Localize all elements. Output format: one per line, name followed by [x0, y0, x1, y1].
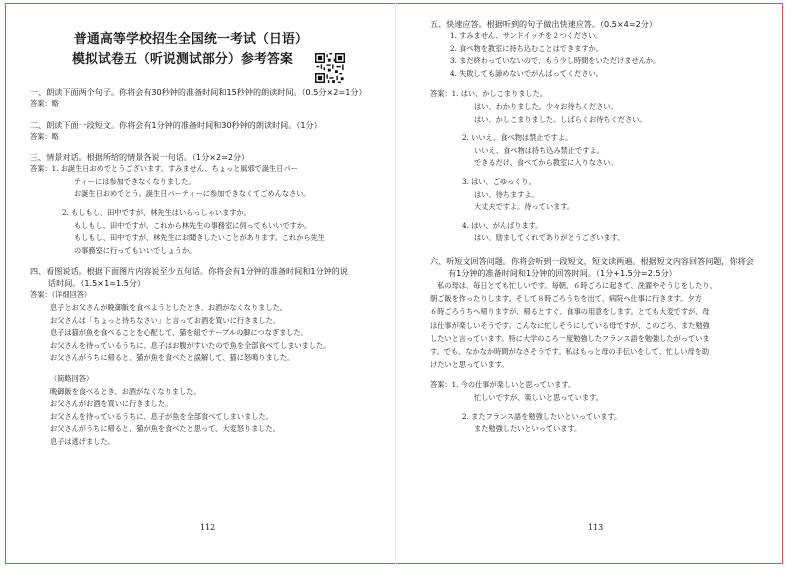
section-4-brief-label: （简略回答） [50, 373, 94, 383]
section-3-line: もしもし、田中ですが、林先生にお聞きしたいことがあります。これから先生 [74, 233, 325, 243]
section-5-question: 4. 失敗しても諦めないでがんばってください。 [450, 68, 603, 78]
section-6-answer: 答案：1. 今の仕事が楽しいと思っています。 [430, 380, 576, 390]
page-number: 113 [588, 523, 604, 532]
section-5-answer-label: 答案：1. はい、かしこまりました。 [430, 89, 547, 99]
main-title: 普通高等学校招生全国统一考试（日语） [74, 32, 308, 47]
section-5-answer: いいえ、食べ物は持ち込み禁止ですよ。 [474, 145, 604, 155]
section-4-heading-cont: 话时间。（1.5×1=1.5分） [48, 278, 146, 289]
section-3-heading: 三、情景对话。根据所给的情景各说一句话。（1分×2=2分） [30, 152, 250, 163]
section-3-line: 2. もしもし、田中ですが、林先生はいらっしゃいますか。 [62, 207, 251, 217]
section-6-heading-cont: 有1分钟的准备时间和1分钟的回答时间。（1分+1.5分=2.5分） [448, 267, 677, 278]
section-4-detail-line: お父さんがうちに帰ると、猫が魚を食べたと誤解して、猫に怒鳴りました。 [50, 353, 295, 363]
section-6-passage-line: 朝ご飯を作ったりします。そして８時ごろうちを出て、病院へ仕事に行きます。夕方 [430, 294, 702, 304]
section-6-heading: 六、听短文回答问题。你将会听到一段短文，短文读两遍。根据短文内容回答问题，你将会 [430, 255, 754, 266]
section-4-detail-line: 息子は猫が魚を食べることを心配して、猫を紐でテーブルの脚につなぎました。 [50, 328, 308, 338]
title-block [30, 8, 365, 86]
section-3-line: もしもし、田中ですが、これから林先生の事務室に伺ってもいいですか。 [74, 220, 312, 230]
section-5-answer: はい、待ちますよ。 [474, 189, 539, 199]
section-5-answer: はい、励ましてくれてありがとうございます。 [474, 233, 625, 243]
section-4-detail-line: お父さんを待っているうちに、息子はお腹がすいたので魚を全部食べてしまいました。 [50, 340, 331, 350]
section-5-question: 2. 食べ物を教室に持ち込むことはできますか。 [450, 43, 603, 53]
section-4-brief-line: お父さんがうちに帰ると、猫が魚を食べたと思って、大変怒りました。 [50, 424, 280, 434]
section-5-answer: 3. はい、ごゆっくり。 [462, 176, 536, 186]
section-4-detail-line: 息子とお父さんが晩御飯を食べようとしたとき、お酒がなくなりました。 [50, 302, 287, 312]
section-4-brief-line: 晩御飯を食べるとき、お酒がなくなりました。 [50, 386, 201, 396]
section-3-line: お誕生日おめでとう。誕生日パーティーに参加できなくてごめんなさい。 [74, 189, 311, 199]
page-fold [395, 3, 396, 564]
section-6-passage-line: 私の母は、毎日とても忙しいです。毎朝、６時ごろに起きて、洗濯やそうじをしたり、 [430, 280, 717, 290]
section-5-answer: 2. いいえ、食べ物は禁止ですよ。 [462, 133, 573, 143]
section-4-detail-line: お父さんは「ちょっと待ちなさい」と言ってお酒を買いに行きました。 [50, 315, 281, 325]
section-5-answer: はい、かしこまりました。しばらくお待ちください。 [474, 114, 647, 124]
section-6-answer: 忙しいですが、楽しいと思っています。 [474, 392, 603, 402]
section-6-passage-line: は仕事が楽しいそうです。こんなに忙しそうにしている母ですが、このごろ、また勉強 [430, 320, 710, 330]
section-6-passage-line: す。でも、なかなか時間がなさそうです。私はもっと母の手伝いをして、忙しい母を助 [430, 346, 710, 356]
section-5-question: 3. まだ終わっていないので、もう少し時間をいただけませんか。 [450, 56, 661, 66]
section-6-answer: また勉強したいといっています。 [474, 424, 582, 434]
section-4-brief-line: お父さんがお酒を買いに行きました。 [50, 399, 173, 409]
section-3-line: の事務室に行ってもいいでしょうか。 [74, 245, 197, 255]
section-5-answer: はい、わかりました。少々お待ちください。 [474, 101, 618, 111]
section-5-answer: 大丈夫ですよ。待っています。 [474, 202, 575, 212]
section-1-heading: 一、朗读下面两个句子。你将会有30秒钟的准备时间和15秒钟的朗读时间。（0.5分×2=1分） [30, 87, 367, 97]
section-4-heading: 四、看图说话。根据下面图片内容说至少五句话。你将会有1分钟的准备时间和1分钟的说 [30, 266, 348, 277]
section-2-heading: 二、朗读下面一段短文。你将会有1分钟的准备时间和30秒钟的朗读时间。（1分） [30, 119, 322, 130]
left-page [30, 8, 367, 532]
section-6-passage-line: ６時ごろうちへ帰りますが、帰るとすぐ、食事の用意をします。とても大変ですが、母 [430, 307, 710, 317]
section-5-question: 1. すみません、サンドイッチを２つください。 [450, 31, 603, 40]
section-2-answer: 答案：略 [30, 131, 59, 141]
section-5-heading: 五、快速应答。根据听到的句子做出快速应答。（0.5×4=2分） [430, 19, 657, 29]
sub-title: 模拟试卷五（听说测试部分）参考答案 [72, 52, 293, 67]
section-5-answer: 4. はい、がんばります。 [462, 220, 543, 230]
section-5-answer: できるだけ、食べてから教室に入りなさい。 [474, 158, 618, 168]
section-4-brief-line: 息子は逃げました。 [50, 436, 115, 446]
section-6-passage-line: けたいと思っています。 [430, 360, 509, 370]
section-6-passage-line: したいと言っています。特に大学のころ一度勉強したフランス語を勉強したがっていま [430, 333, 710, 343]
right-page [430, 8, 765, 532]
qr-code-icon [315, 53, 345, 83]
section-3-line: 答案：1. お誕生日おめでとうございます。すみません、ちょっと風邪で誕生日パー [30, 164, 298, 174]
section-4-brief-line: お父さんを待っているうちに、息子が魚を全部食べてしまいました。 [50, 411, 273, 421]
section-1-answer: 答案：略 [30, 99, 59, 108]
section-4-answer-label: 答案：（详细回答） [30, 290, 92, 300]
section-6-answer: 2. またフランス語を勉強したいといっています。 [462, 411, 622, 421]
page-number: 112 [200, 523, 216, 532]
section-3-line: ティーには参加できなくなりました。 [74, 176, 196, 186]
